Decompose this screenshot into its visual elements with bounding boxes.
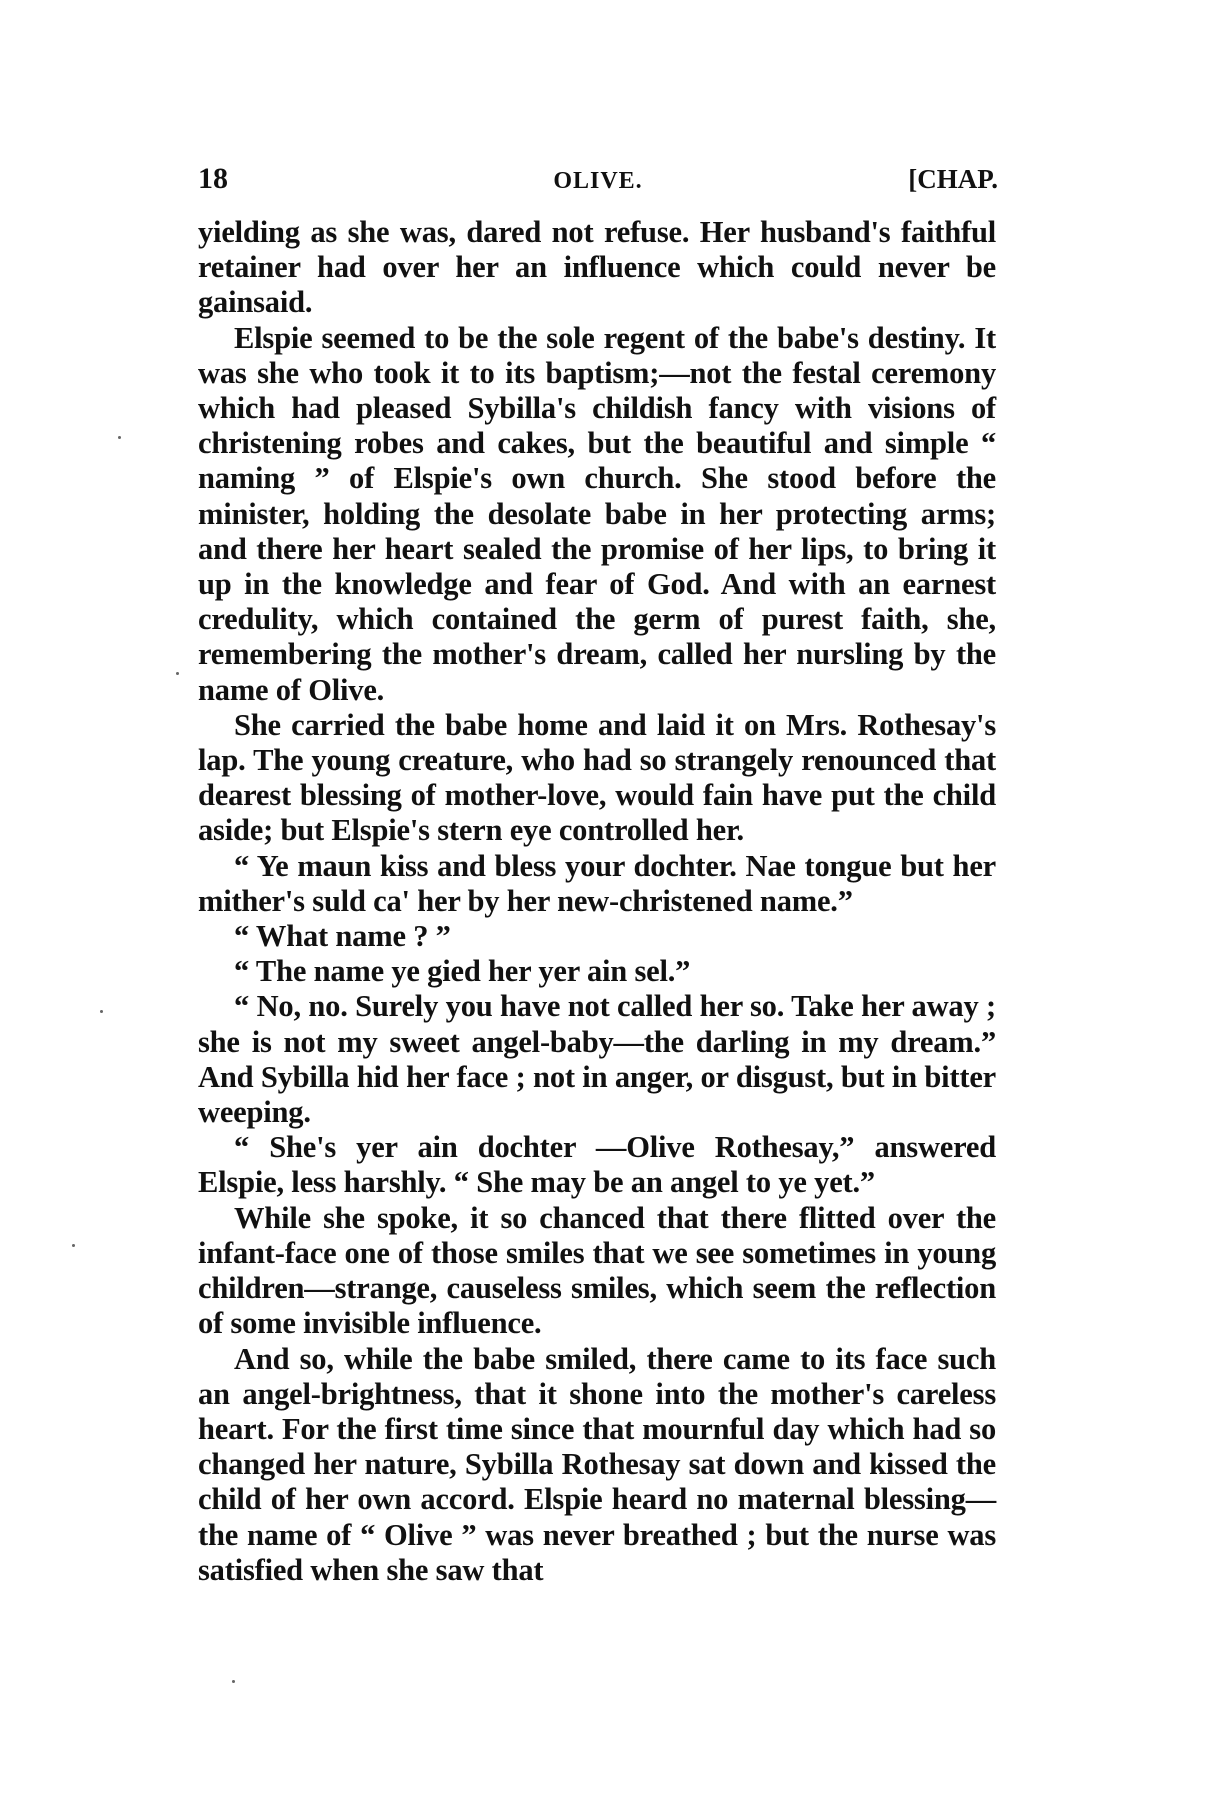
chapter-mark: [CHAP. (908, 164, 998, 194)
body-text (198, 215, 996, 1588)
paragraph: “ Ye maun kiss and bless your dochter. Nae tongue but her mither's suld ca' her by her new-christened name.” (198, 848, 996, 918)
paragraph: And so, while the babe smiled, there came to its face such an angel-brightness, that it shone into the mother's careless heart. For the first time since that mournful day which had so changed her nature, Sybilla Rothesay sat down and kissed the child of her own accord. Elspie heard no maternal blessing—the name of “ Olive ” was never breathed ; but the nurse was satisfied when she saw that (198, 1341, 996, 1587)
print-speck (118, 436, 121, 439)
print-speck (176, 672, 179, 675)
paragraph: Elspie seemed to be the sole regent of the babe's destiny. It was she who took it to its baptism;—not the festal ceremony which had pleased Sybilla's childish fancy with visions of christening robes and cakes, but the beautiful and simple “ naming ” of Elspie's own church. She stood before the minister, holding the desolate babe in her protecting arms; and there her heart sealed the promise of her lips, to bring it up in the knowledge and fear of God. And with an earnest credulity, which contained the germ of purest faith, she, remembering the mother's dream, called her nursling by the name of Olive. (198, 320, 996, 707)
paragraph: While she spoke, it so chanced that there flitted over the infant-face one of those smiles that we see sometimes in young children—strange, causeless smiles, which seem the reflection of some invisible influence. (198, 1200, 996, 1341)
paragraph: “ No, no. Surely you have not called her so. Take her away ; she is not my sweet angel-baby—the darling in my dream.” And Sybilla hid her face ; not in anger, or disgust, but in bitter weeping. (198, 989, 996, 1130)
paragraph: “ She's yer ain dochter —Olive Rothesay,” answered Elspie, less harshly. “ She may be an angel to ye yet.” (198, 1130, 996, 1200)
print-speck (72, 1244, 75, 1247)
paragraph: She carried the babe home and laid it on Mrs. Rothesay's lap. The young creature, who had so strangely renounced that dearest blessing of mother-love, would fain have put the child aside; but Elspie's stern eye controlled her. (198, 707, 996, 848)
page-number: 18 (198, 162, 228, 195)
print-speck (100, 1010, 103, 1013)
running-header (198, 162, 998, 212)
paragraph: “ What name ? ” (234, 919, 451, 954)
paragraph: “ The name ye gied her yer ain sel.” (234, 954, 691, 989)
running-title: OLIVE. (553, 168, 643, 194)
print-speck (232, 1680, 235, 1683)
paragraph: yielding as she was, dared not refuse. Her husband's faithful retainer had over her an influence which could never be gainsaid. (198, 215, 996, 320)
